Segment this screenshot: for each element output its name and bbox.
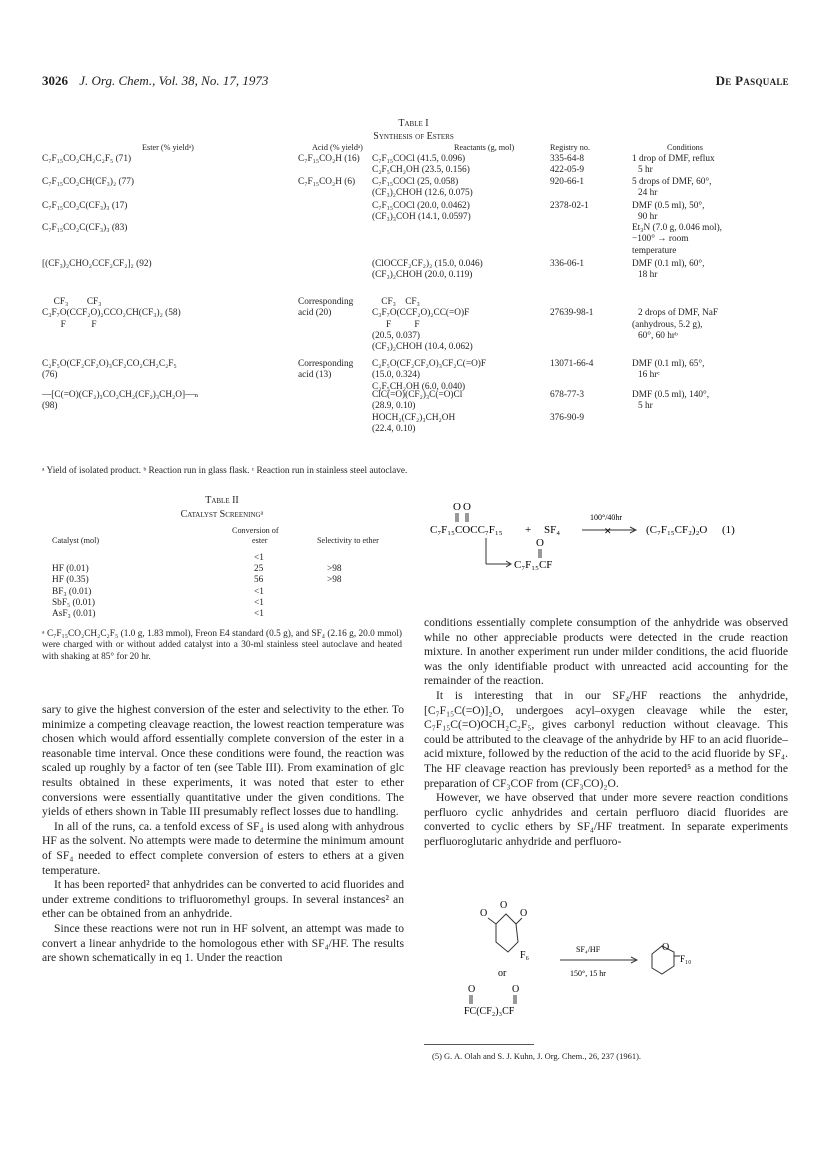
t2-conversion-cell: <1 xyxy=(254,609,264,619)
t1-conditions-cell: 2 drops of DMF, NaF xyxy=(638,308,719,319)
t1-conditions-cell: 1 drop of DMF, reflux xyxy=(632,154,715,164)
t1-conditions-cell: 18 hr xyxy=(638,270,658,281)
t1-conditions-cell: DMF (0.5 ml), 50°, xyxy=(632,201,705,211)
t1-ester-cell: C₂F₅O(CF₂CF₂O)₃CF₂CO₂CH₂C₂F₅ xyxy=(42,359,177,369)
t1-registry-cell: 678-77-3 xyxy=(550,390,585,400)
t1-ester-cell: [(CF₃)₂CHO₂CCF₂CF₂]₂ (92) xyxy=(42,259,152,269)
anhydride-f6: F₆ xyxy=(520,950,530,961)
paragraph: sary to give the highest conversion of the ester and selectivity to the ether. To minimize a competing cleavage reaction, the lowest reaction temperature was chosen which would afford essentially complete conversion of the ester in a reasonable time interval. Once these conditions were found, the reaction was scaled up roughly by a factor of ten (see Table III). From examination of glc results obtained in these experiments, it was noted that ester to ether conversions were essentially quantitative under the given conditions. The yields of ethers shown in Table III presumably reflect losses due to handling. xyxy=(42,703,404,819)
t2-catalyst-cell: SbF₅ (0.01) xyxy=(52,597,96,608)
scheme-or: or xyxy=(498,968,507,979)
svg-text:✕: ✕ xyxy=(604,526,612,536)
eq1-oxygen-a: O xyxy=(453,501,461,513)
page-number: 3026 xyxy=(42,73,68,88)
t2-conversion-cell: 56 xyxy=(254,575,264,586)
author-name: De Pasquale xyxy=(715,73,789,88)
eq1-conditions: 100°/40hr xyxy=(590,513,623,522)
t1-registry-cell: 920-66-1 xyxy=(550,177,585,187)
t1-reactants-cell: ClC(=O)(CF₂)₃C(=O)Cl xyxy=(372,390,463,400)
t2-catalyst-cell: HF (0.01) xyxy=(52,564,89,575)
t1-ester-cell: F F xyxy=(42,319,97,330)
t1-reactants-cell: (ClOCCF₂CF₂)₂ (15.0, 0.046) xyxy=(372,259,483,269)
t2-conversion-cell: <1 xyxy=(254,553,264,563)
paragraph: However, we have observed that under more severe reaction conditions perfluoro cyclic anhydrides and certain perfluoro diacid fluorides are converted to cyclic ethers by SF₄/HF treatment. In separate experiments perfluoroglutaric anhydride and perfluoro- xyxy=(424,791,788,848)
t2-catalyst-cell: HF (0.35) xyxy=(52,575,89,586)
t1-ester-cell: (98) xyxy=(42,401,58,412)
paragraph: Since these reactions were not run in HF solvent, an attempt was made to convert a linear anhydride to the homologous ether with SF₄/HF. The results are shown schematically in eq 1. Under the reaction xyxy=(42,921,404,965)
t1-conditions-cell: 5 hr xyxy=(638,401,653,412)
scheme-reagent: SF₄/HF xyxy=(576,945,601,954)
t2-col-ester: ester xyxy=(252,536,268,545)
table2-title: Table II xyxy=(205,495,239,506)
t1-acid-cell: acid (13) xyxy=(298,370,332,381)
t1-col-registry: Registry no. xyxy=(550,143,591,152)
t1-acid-cell: Corresponding xyxy=(298,297,354,307)
t1-acid-cell: acid (20) xyxy=(298,308,332,319)
journal-citation: J. Org. Chem., Vol. 38, No. 17, 1973 xyxy=(79,73,269,88)
t1-reactants-cell: (CF₃)₂CHOH (20.0, 0.119) xyxy=(372,270,473,281)
t1-reactants-cell: (CF₃)₃COH (14.1, 0.0597) xyxy=(372,212,471,223)
t1-reactants-cell: C₇F₁₅COCl (25, 0.058) xyxy=(372,177,459,187)
reference-5: (5) G. A. Olah and S. J. Kuhn, J. Org. Chem., 26, 237 (1961). xyxy=(432,1051,642,1061)
t1-conditions-cell: 60°, 60 hrᵇ xyxy=(638,330,678,341)
t1-ester-cell: C₃F₇O(CCF₂O)₂CCO₂CH(CF₃)₂ (58) xyxy=(42,308,181,319)
t1-col-acid: Acid (% yieldᵃ) xyxy=(312,143,363,152)
t1-registry-cell: 376-90-9 xyxy=(550,412,585,423)
t1-conditions-cell: −100° → room xyxy=(632,234,689,245)
t1-reactants-cell: C₂F₅CH₂OH (23.5, 0.156) xyxy=(372,165,470,176)
t2-col-selectivity: Selectivity to ether xyxy=(317,536,379,545)
t2-conversion-cell: 25 xyxy=(254,564,264,575)
eq1-byproduct: C₇F₁₅CF xyxy=(514,559,553,571)
t1-acid-cell: C₇F₁₅CO₂H (6) xyxy=(298,177,356,187)
table1-subtitle: Synthesis of Esters xyxy=(373,131,454,142)
right-column-text xyxy=(424,616,788,850)
t2-selectivity-cell: >98 xyxy=(327,575,342,586)
t1-reactants-cell: (CF₃)₂CHOH (10.4, 0.062) xyxy=(372,342,473,353)
t1-reactants-cell: HOCH₂(CF₂)₃CH₂OH xyxy=(372,412,456,423)
t1-reactants-cell: C₂F₅O(CF₂CF₂O)₃CF₂C(=O)F xyxy=(372,359,487,369)
t1-conditions-cell: temperature xyxy=(632,245,677,256)
t1-ester-cell: C₇F₁₅CO₂CH(CF₃)₂ (77) xyxy=(42,177,135,187)
t1-ester-cell: —[C(=O)(CF₂)₃CO₂CH₂(CF₂)₃CH₂O]—ₙ xyxy=(42,390,199,400)
t1-registry-cell: 335-64-8 xyxy=(550,154,585,164)
table1-footnote: ᵃ Yield of isolated product. ᵇ Reaction run in glass flask. ᶜ Reaction run in stainless steel autoclave. xyxy=(42,466,408,476)
t2-conversion-cell: <1 xyxy=(254,597,264,608)
product-f10: F₁₀ xyxy=(680,954,692,964)
t1-reactants-cell: (15.0, 0.324) xyxy=(372,370,421,381)
t1-reactants-cell: CF₃ CF₃ xyxy=(372,297,420,307)
paragraph: conditions essentially complete consumption of the anhydride was observed while no other appreciable products were detected in the crude reaction mixture. In another experiment run under milder conditions, the acid fluoride was the only identifiable product with unreacted acid accounting for the remainder of the reaction. xyxy=(424,616,788,688)
table2 xyxy=(42,523,402,633)
t1-registry-cell: 336-06-1 xyxy=(550,259,585,269)
t1-ester-cell: C₇F₁₅CO₂C(CF₃)₃ (83) xyxy=(42,223,128,233)
t2-conversion-cell: <1 xyxy=(254,586,264,597)
t1-acid-cell: Corresponding xyxy=(298,359,354,369)
left-column-text xyxy=(42,703,404,966)
paragraph: It has been reported² that anhydrides can be converted to acid fluorides and under extreme conditions to trifluoromethyl groups. In several instances² an ether can be obtained from an anhydride. xyxy=(42,878,404,921)
t1-reactants-cell: C₇F₁₅COCl (41.5, 0.096) xyxy=(372,154,466,164)
eq1-number: (1) xyxy=(722,524,735,536)
eq1-oxygen-b: O xyxy=(463,501,471,513)
t1-conditions-cell: DMF (0.5 ml), 140°, xyxy=(632,390,710,400)
t1-conditions-cell: 5 hr xyxy=(638,165,653,176)
t2-col-catalyst: Catalyst (mol) xyxy=(52,536,100,545)
t2-catalyst-cell: AsF₃ (0.01) xyxy=(52,609,96,619)
t1-reactants-cell: C₃F₇O(CCF₂O)₂CC(=O)F xyxy=(372,308,470,319)
eq1-plus: + xyxy=(525,524,532,536)
diacid-o1: O xyxy=(468,984,476,995)
t1-ester-cell: (76) xyxy=(42,370,58,381)
t1-conditions-cell: 16 hrᶜ xyxy=(638,370,660,381)
anhydride-o2: O xyxy=(500,900,508,911)
anhydride-o1: O xyxy=(480,908,488,919)
diacid-formula: FC(CF₂)₃CF xyxy=(464,1006,515,1017)
eq1-reagent: SF₄ xyxy=(544,524,561,536)
t1-reactants-cell: (22.4, 0.10) xyxy=(372,423,416,434)
t1-conditions-cell: 24 hr xyxy=(638,188,658,199)
scheme-cyclic-ethers xyxy=(440,894,740,1039)
t1-acid-cell: C₇F₁₅CO₂H (16) xyxy=(298,154,360,164)
t1-reactants-cell: C₇F₁₅COCl (20.0, 0.0462) xyxy=(372,201,470,211)
scheme-conditions: 150°, 15 hr xyxy=(570,969,606,978)
t1-ester-cell: C₇F₁₅CO₂C(CF₃)₃ (17) xyxy=(42,201,128,211)
t1-conditions-cell: (anhydrous, 5.2 g), xyxy=(632,319,703,330)
t1-registry-cell: 13071-66-4 xyxy=(550,359,594,369)
t1-conditions-cell: DMF (0.1 ml), 65°, xyxy=(632,359,705,369)
paragraph: In all of the runs, ca. a tenfold excess of SF₄ is used along with anhydrous HF as the solvent. No attempts were made to determine the minimum amount of SF₄ needed to effect complete conversion of esters to ethers at a given temperature. xyxy=(42,819,404,877)
product-o: O xyxy=(662,942,670,953)
eq1-reactant: C₇F₁₅COCC₇F₁₅ xyxy=(430,524,503,536)
t1-registry-cell: 27639-98-1 xyxy=(550,308,594,319)
t1-registry-cell: 422-05-9 xyxy=(550,165,585,176)
table2-footnote: ᵃ C₇F₁₅CO₂CH₂C₂F₅ (1.0 g, 1.83 mmol), Freon E4 standard (0.5 g), and SF₄ (2.16 g, 20.0 mmol) were charged with or without added catalyst into a 30-ml stainless steel autoclave and heated with shaking at 85° for 20 hr. xyxy=(42,629,402,662)
t1-reactants-cell: F F xyxy=(372,319,420,330)
t1-col-reactants: Reactants (g, mol) xyxy=(454,143,515,152)
diacid-o2: O xyxy=(512,984,520,995)
t1-conditions-cell: 90 hr xyxy=(638,212,658,223)
running-header xyxy=(42,73,789,89)
paragraph: It is interesting that in our SF₄/HF reactions the anhydride, [C₇F₁₅C(=O)]₂O, undergoes acyl–oxygen cleavage while the ester, C₇F₁₅C(=O)OCH₂C₂F₅, gives carbonyl reduction without cleavage. This could be attributed to the cleavage of the anhydride by HF to an acid fluoride–acid mixture, followed by the reduction of the acid to the acid fluoride by SF₄. The HF cleavage reaction has previously been reported⁵ as a method for the preparation of CF₃COF from (CF₃CO)₂O. xyxy=(424,688,788,790)
t1-col-conditions: Conditions xyxy=(667,143,703,152)
eq1-product: (C₇F₁₅CF₂)₂O xyxy=(646,524,708,536)
t1-conditions-cell: Et₃N (7.0 g, 0.046 mol), xyxy=(632,223,723,233)
t2-col-conversion: Conversion of xyxy=(232,526,279,535)
t1-reactants-cell: (28.9, 0.10) xyxy=(372,401,416,412)
t1-col-ester: Ester (% yieldᵃ) xyxy=(142,143,194,152)
t1-registry-cell: 2378-02-1 xyxy=(550,201,589,211)
t1-conditions-cell: 5 drops of DMF, 60°, xyxy=(632,177,712,187)
t2-selectivity-cell: >98 xyxy=(327,564,342,575)
table1-title: Table I xyxy=(398,118,429,129)
t2-catalyst-cell: BF₃ (0.01) xyxy=(52,586,92,597)
anhydride-o3: O xyxy=(520,908,528,919)
t1-ester-cell: CF₃ CF₃ xyxy=(42,297,102,307)
t1-reactants-cell: (20.5, 0.037) xyxy=(372,330,421,341)
t1-conditions-cell: DMF (0.1 ml), 60°, xyxy=(632,259,705,269)
table1 xyxy=(42,142,790,482)
equation-1 xyxy=(420,500,800,620)
table2-subtitle: Catalyst Screeningᵃ xyxy=(180,509,264,520)
t1-reactants-cell: (CF₃)₂CHOH (12.6, 0.075) xyxy=(372,188,473,199)
t1-ester-cell: C₇F₁₅CO₂CH₂C₂F₅ (71) xyxy=(42,154,132,164)
eq1-oxygen-c: O xyxy=(536,537,544,549)
reference-rule xyxy=(424,1044,534,1045)
t1-reactants-cell: C₂F₅CH₂OH (6.0, 0.040) xyxy=(372,381,466,392)
